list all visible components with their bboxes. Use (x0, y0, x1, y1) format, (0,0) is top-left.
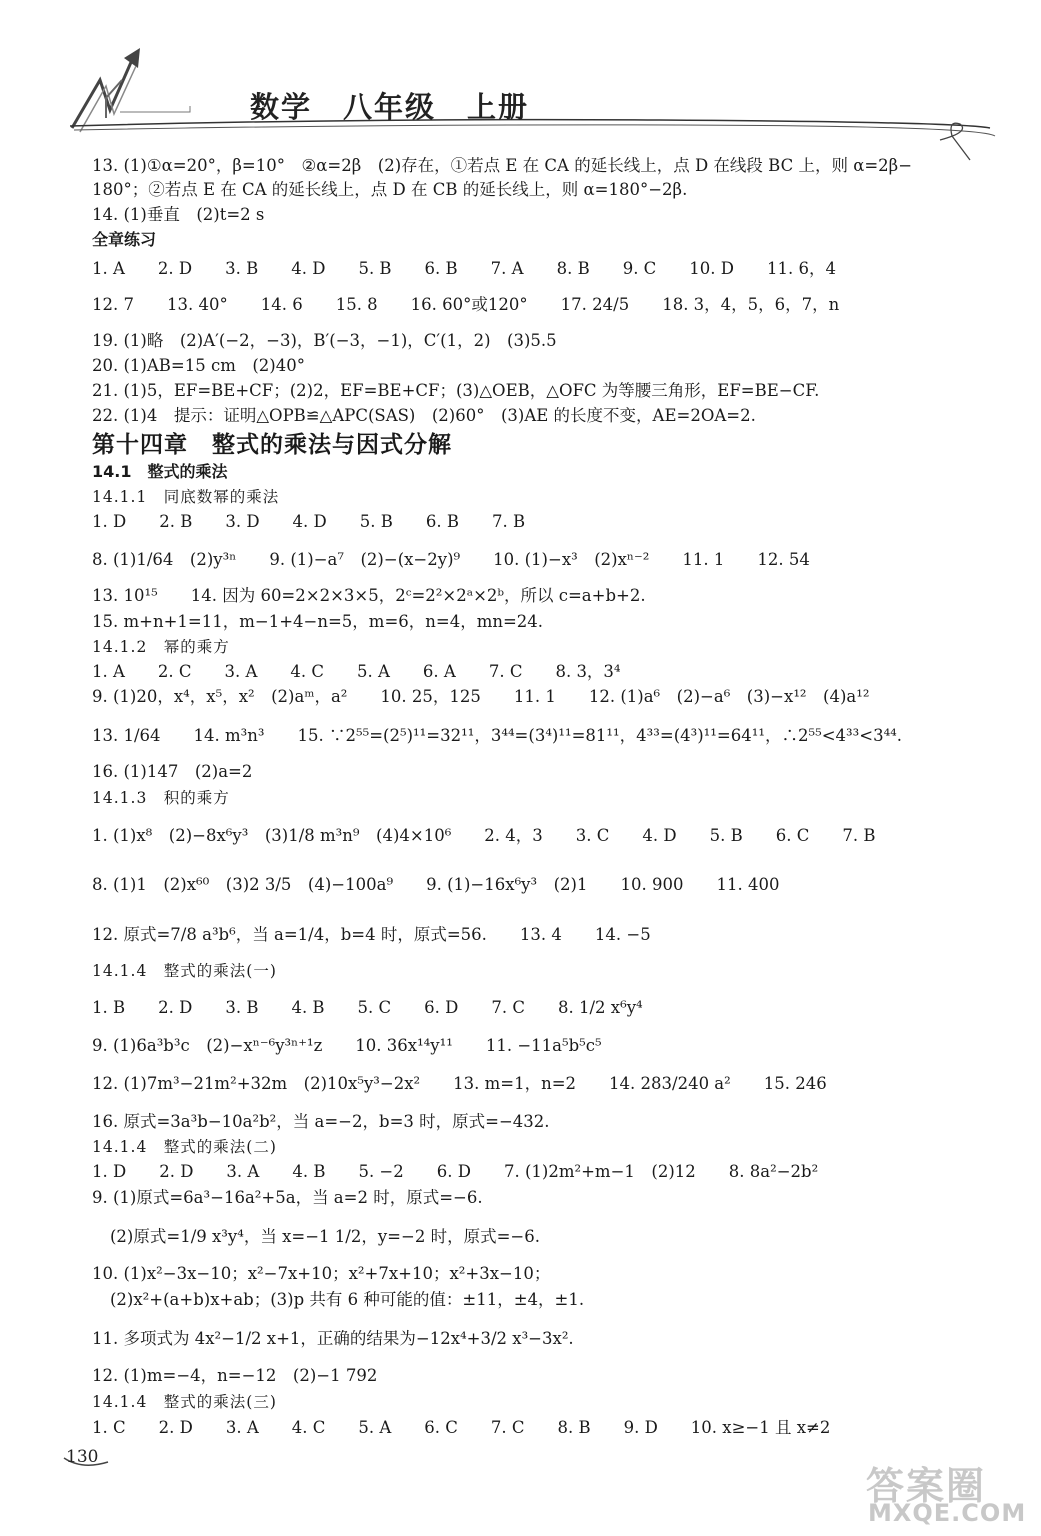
answer-line: 11. 多项式为 4x²−1/2 x+1，正确的结果为−12x⁴+3/2 x³−3x². (92, 1329, 574, 1348)
answer-line: 12. 7 13. 40° 14. 6 15. 8 16. 60°或120° 17. 24/5 18. 3，4，5，6，7，n (92, 295, 840, 314)
subsection-heading: 14.1.1 同底数幂的乘法 (92, 488, 280, 506)
answer-line: 16. (1)147 (2)a=2 (92, 762, 253, 781)
watermark-site: MXQE.COM (868, 1499, 1027, 1527)
answer-line: 19. (1)略 (2)A′(−2，−3)，B′(−3，−1)，C′(1，2) (3)5.5 (92, 331, 557, 350)
chapter-heading: 第十四章 整式的乘法与因式分解 (92, 432, 452, 458)
answer-line: 12. (1)m=−4，n=−12 (2)−1 792 (92, 1366, 378, 1385)
answer-line: 21. (1)5，EF=BE+CF；(2)2，EF=BE+CF；(3)△OEB，△OFC 为等腰三角形，EF=BE−CF. (92, 381, 820, 400)
answer-line: 1. A 2. C 3. A 4. C 5. A 6. A 7. C 8. 3，3⁴ (92, 662, 621, 681)
answer-line: 1. D 2. D 3. A 4. B 5. −2 6. D 7. (1)2m²+m−1 (2)12 8. 8a²−2b² (92, 1162, 819, 1181)
subsection-heading: 14.1.3 积的乘方 (92, 789, 230, 807)
answer-line: 1. A 2. D 3. B 4. D 5. B 6. B 7. A 8. B 9. C 10. D 11. 6，4 (92, 259, 836, 278)
answer-line: 9. (1)20，x⁴，x⁵，x² (2)aᵐ，a² 10. 25，125 11. 1 12. (1)a⁶ (2)−a⁶ (3)−x¹² (4)a¹² (92, 687, 870, 706)
answer-line: 9. (1)6a³b³c (2)−xⁿ⁻⁶y³ⁿ⁺¹z 10. 36x¹⁴y¹¹ 11. −11a⁵b⁵c⁵ (92, 1036, 602, 1055)
subsection-heading: 14.1.4 整式的乘法(三) (92, 1393, 277, 1411)
header-decoration (60, 40, 1000, 170)
answer-line: 10. (1)x²−3x−10；x²−7x+10；x²+7x+10；x²+3x−10； (92, 1264, 551, 1283)
answer-line: 12. 原式=7/8 a³b⁶，当 a=1/4，b=4 时，原式=56. 13. 4 14. −5 (92, 925, 651, 944)
answer-line: 16. 原式=3a³b−10a²b²，当 a=−2，b=3 时，原式=−432. (92, 1112, 550, 1131)
page-header (60, 40, 1000, 170)
answer-line: 22. (1)4 提示：证明△OPB≌△APC(SAS) (2)60° (3)AE 的长度不变，AE=2OA=2. (92, 406, 756, 425)
answer-line: 8. (1)1 (2)x⁶⁰ (3)2 3/5 (4)−100a⁹ 9. (1)−16x⁶y³ (2)1 10. 900 11. 400 (92, 875, 780, 894)
answer-line: 13. (1)①α=20°，β=10° ②α=2β (2)存在，①若点 E 在 CA 的延长线上，点 D 在线段 BC 上，则 α=2β− (92, 156, 913, 175)
watermark (858, 1455, 1028, 1527)
subsection-heading: 14.1.4 整式的乘法(一) (92, 962, 277, 980)
answer-line: 1. D 2. B 3. D 4. D 5. B 6. B 7. B (92, 512, 526, 531)
answer-line: 1. C 2. D 3. A 4. C 5. A 6. C 7. C 8. B 9. D 10. x≥−1 且 x≠2 (92, 1418, 831, 1437)
book-title: 数学 八年级 上册 (250, 90, 530, 124)
subsection-heading: 14.1.2 幂的乘方 (92, 638, 230, 656)
answer-line: 9. (1)原式=6a³−16a²+5a，当 a=2 时，原式=−6. (92, 1188, 483, 1207)
answer-line: 1. B 2. D 3. B 4. B 5. C 6. D 7. C 8. 1/2 x⁶y⁴ (92, 998, 643, 1017)
answer-line: 8. (1)1/64 (2)y³ⁿ 9. (1)−a⁷ (2)−(x−2y)⁹ 10. (1)−x³ (2)xⁿ⁻² 11. 1 12. 54 (92, 550, 810, 569)
answer-line: 15. m+n+1=11，m−1+4−n=5，m=6，n=4，mn=24. (92, 612, 544, 631)
answer-line: (2)原式=1/9 x³y⁴，当 x=−1 1/2，y=−2 时，原式=−6. (110, 1227, 540, 1246)
answer-line: 14. (1)垂直 (2)t=2 s (92, 205, 265, 224)
answer-line: 12. (1)7m³−21m²+32m (2)10x⁵y³−2x² 13. m=1，n=2 14. 283/240 a² 15. 246 (92, 1074, 827, 1093)
section-heading: 14.1 整式的乘法 (92, 462, 228, 481)
watermark-logo: 答案圈 (866, 1464, 987, 1508)
answer-line: 13. 1/64 14. m³n³ 15. ∵2⁵⁵=(2⁵)¹¹=32¹¹，3⁴⁴=(3⁴)¹¹=81¹¹，4³³=(4³)¹¹=64¹¹，∴2⁵⁵<4³³<3⁴⁴. (92, 726, 903, 745)
section-heading: 全章练习 (92, 230, 157, 249)
page-number: 130 (66, 1447, 99, 1467)
answer-line: (2)x²+(a+b)x+ab；(3)p 共有 6 种可能的值：±11，±4，±1. (110, 1290, 585, 1309)
answer-line: 180°；②若点 E 在 CA 的延长线上，点 D 在 CB 的延长线上，则 α=180°−2β. (92, 180, 688, 199)
answer-line: 20. (1)AB=15 cm (2)40° (92, 356, 305, 375)
answer-line: 13. 10¹⁵ 14. 因为 60=2×2×3×5，2ᶜ=2²×2ᵃ×2ᵇ，所以 c=a+b+2. (92, 586, 646, 605)
answer-line: 1. (1)x⁸ (2)−8x⁶y³ (3)1/8 m³n⁹ (4)4×10⁶ 2. 4，3 3. C 4. D 5. B 6. C 7. B (92, 826, 876, 845)
subsection-heading: 14.1.4 整式的乘法(二) (92, 1138, 277, 1156)
